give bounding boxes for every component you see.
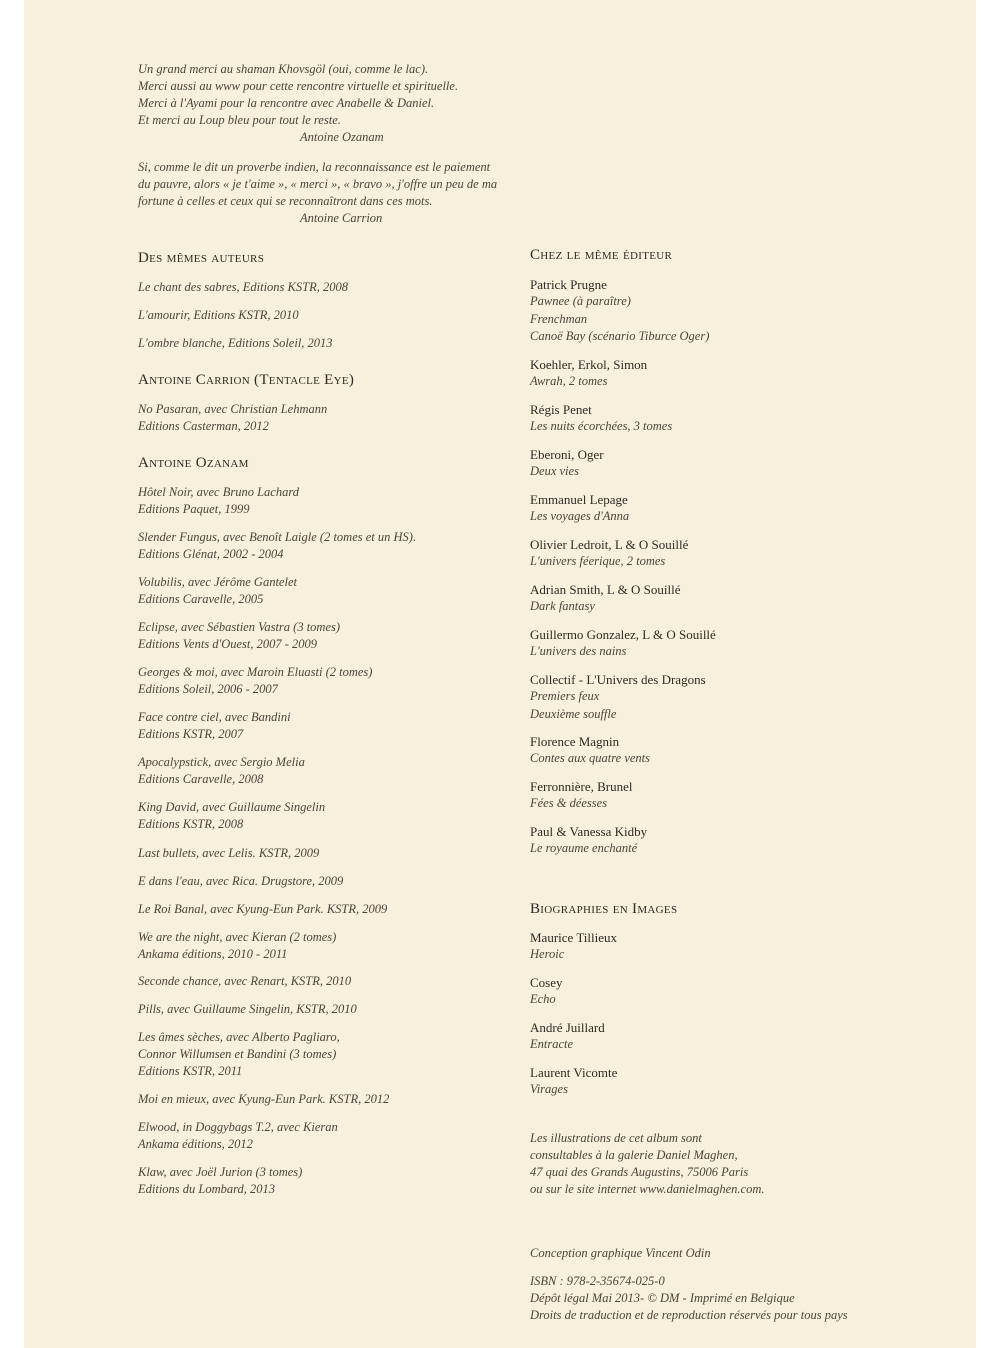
list-item (138, 1029, 340, 1080)
work-title: Echo (530, 992, 556, 1006)
entry-line: Editions Caravelle, 2008 (138, 772, 264, 786)
entry-line: Editions Caravelle, 2005 (138, 592, 264, 606)
list-item (530, 823, 647, 858)
work-title: Deuxième souffle (530, 706, 617, 721)
list-item (530, 733, 650, 768)
work-title: Deux vies (530, 464, 579, 478)
work-title: Pawnee (à paraître) (530, 294, 631, 308)
author-name: Guillermo Gonzalez, L & O Souillé (530, 627, 716, 642)
author-name: Eberoni, Oger (530, 447, 604, 462)
list-item (530, 778, 633, 813)
list-item (530, 626, 716, 661)
section-heading-biographies: Biographies en Images (530, 901, 678, 917)
list-item (138, 799, 325, 833)
entry-line: Hôtel Noir, avec Bruno Lachard (138, 485, 299, 499)
list-item (530, 446, 604, 481)
work-title: Le royaume enchanté (530, 841, 638, 855)
entry-line: Le Roi Banal, avec Kyung-Eun Park. KSTR, 2009 (138, 902, 388, 916)
list-item (138, 929, 336, 963)
entry-line: Editions Vents d'Ouest, 2007 - 2009 (138, 637, 318, 651)
list-item (530, 929, 617, 964)
entry-line: Editions Soleil, 2006 - 2007 (138, 682, 278, 696)
section-heading-carrion: Antoine Carrion (Tentacle Eye) (138, 372, 355, 388)
legal-info (530, 1273, 848, 1324)
work-title: Les nuits écorchées, 3 tomes (530, 419, 673, 433)
list-item (138, 664, 372, 698)
list-item (138, 973, 351, 990)
entry-line: Le chant des sabres, Editions KSTR, 2008 (138, 280, 348, 294)
author-name: Paul & Vanessa Kidby (530, 824, 648, 839)
note-line: ou sur le site internet www.danielmaghen.com. (530, 1182, 765, 1196)
list-item (530, 491, 629, 526)
isbn: ISBN : 978-2-35674-025-0 (530, 1274, 665, 1288)
author-name: Florence Magnin (530, 734, 620, 749)
credit-line: Conception graphique Vincent Odin (530, 1246, 711, 1260)
author-name: Cosey (530, 975, 563, 990)
work-title: Fées & déesses (530, 796, 608, 810)
entry-line: Eclipse, avec Sébastien Vastra (3 tomes) (138, 620, 341, 634)
entry-line: Ankama éditions, 2012 (138, 1137, 253, 1151)
author-name: Laurent Vicomte (530, 1065, 618, 1080)
list-item (138, 484, 299, 518)
note-line: 47 quai des Grands Augustins, 75006 Paris (530, 1165, 749, 1179)
ack-line: Un grand merci au shaman Khovsgöl (oui, comme le lac). (138, 62, 429, 76)
list-item (530, 1019, 605, 1054)
entry-line: L'amourir, Editions KSTR, 2010 (138, 308, 299, 322)
work-title: Dark fantasy (530, 599, 595, 613)
list-item (530, 974, 563, 1009)
work-title: Virages (530, 1082, 568, 1096)
work-title: Contes aux quatre vents (530, 751, 651, 765)
entry-line: Editions KSTR, 2011 (138, 1064, 243, 1078)
entry-line: L'ombre blanche, Editions Soleil, 2013 (138, 336, 333, 350)
list-item (138, 709, 291, 743)
author-name: André Juillard (530, 1020, 605, 1035)
entry-line: Apocalypstick, avec Sergio Melia (138, 755, 305, 769)
author-name: Emmanuel Lepage (530, 492, 628, 507)
entry-line: Seconde chance, avec Renart, KSTR, 2010 (138, 974, 352, 988)
ack-signature: Antoine Carrion (300, 211, 383, 225)
entry-line: Ankama éditions, 2010 - 2011 (138, 947, 288, 961)
list-item (530, 401, 672, 436)
entry-line: Connor Willumsen et Bandini (3 tomes) (138, 1047, 337, 1061)
list-item (530, 1064, 617, 1099)
author-name: Ferronnière, Brunel (530, 779, 633, 794)
section-heading-publisher: Chez le même éditeur (530, 247, 673, 263)
list-item (138, 335, 333, 352)
list-item (138, 873, 343, 890)
author-name: Adrian Smith, L & O Souillé (530, 582, 681, 597)
entry-line: Last bullets, avec Lelis. KSTR, 2009 (138, 846, 320, 860)
ack-line: Merci aussi au www pour cette rencontre virtuelle et spirituelle. (138, 79, 459, 93)
work-title: Les voyages d'Anna (530, 509, 630, 523)
entry-line: King David, avec Guillaume Singelin (138, 800, 326, 814)
list-item (138, 845, 319, 862)
list-item (138, 619, 340, 653)
section-heading-ozanam: Antoine Ozanam (138, 455, 249, 471)
list-item (138, 1001, 357, 1018)
entry-line: Georges & moi, avec Maroin Eluasti (2 tomes) (138, 665, 373, 679)
work-title: Heroic (530, 947, 565, 961)
work-title: L'univers des nains (530, 644, 627, 658)
entry-line: Editions KSTR, 2007 (138, 727, 244, 741)
list-item (138, 754, 305, 788)
author-name: Olivier Ledroit, L & O Souillé (530, 537, 689, 552)
list-item (138, 307, 299, 324)
ack-line: fortune à celles et ceux qui se reconnaîtront dans ces mots. (138, 194, 433, 208)
list-item (138, 901, 387, 918)
entry-line: Editions Glénat, 2002 - 2004 (138, 547, 284, 561)
list-item (530, 356, 647, 391)
list-item (530, 671, 706, 723)
author-name: Maurice Tillieux (530, 930, 618, 945)
acknowledgement-carrion (138, 159, 538, 227)
entry-line: Moi en mieux, avec Kyung-Eun Park. KSTR, 2012 (138, 1092, 390, 1106)
entry-line: Editions du Lombard, 2013 (138, 1182, 276, 1196)
entry-line: Editions Casterman, 2012 (138, 419, 269, 433)
entry-line: E dans l'eau, avec Rica. Drugstore, 2009 (138, 874, 344, 888)
entry-line: Face contre ciel, avec Bandini (138, 710, 291, 724)
list-item (138, 279, 348, 296)
entry-line: Pills, avec Guillaume Singelin, KSTR, 2010 (138, 1002, 357, 1016)
work-title: L'univers féerique, 2 tomes (530, 554, 666, 568)
ack-line: du pauvre, alors « je t'aime », « merci », « bravo », j'offre un peu de ma (138, 177, 498, 191)
entry-line: Klaw, avec Joël Jurion (3 tomes) (138, 1165, 303, 1179)
section-heading-same-authors: Des mêmes auteurs (138, 250, 265, 266)
rights-notice: Droits de traduction et de reproduction réservés pour tous pays (530, 1308, 848, 1322)
gallery-note (530, 1130, 764, 1198)
entry-line: Volubilis, avec Jérôme Gantelet (138, 575, 297, 589)
list-item (530, 276, 709, 346)
list-item (138, 1091, 389, 1108)
list-item (138, 1119, 338, 1153)
author-name: Koehler, Erkol, Simon (530, 357, 648, 372)
entry-line: Editions Paquet, 1999 (138, 502, 250, 516)
entry-line: Elwood, in Doggybags T.2, avec Kieran (138, 1120, 338, 1134)
work-title: Frenchman (530, 311, 588, 326)
list-item (138, 401, 327, 435)
work-title: Awrah, 2 tomes (530, 374, 608, 388)
ack-line: Et merci au Loup bleu pour tout le reste. (138, 113, 341, 127)
author-name: Patrick Prugne (530, 277, 607, 292)
work-title: Canoë Bay (scénario Tiburce Oger) (530, 329, 710, 343)
legal-deposit: Dépôt légal Mai 2013- © DM - Imprimé en Belgique (530, 1291, 795, 1305)
list-item (138, 574, 297, 608)
list-item (138, 1164, 302, 1198)
acknowledgement-ozanam (138, 61, 538, 146)
entry-line: We are the night, avec Kieran (2 tomes) (138, 930, 337, 944)
entry-line: Slender Fungus, avec Benoît Laigle (2 tomes et un HS). (138, 530, 417, 544)
note-line: consultables à la galerie Daniel Maghen, (530, 1148, 738, 1162)
ack-signature: Antoine Ozanam (300, 130, 384, 144)
note-line: Les illustrations de cet album sont (530, 1131, 702, 1145)
list-item (138, 529, 416, 563)
ack-line: Si, comme le dit un proverbe indien, la reconnaissance est le paiement (138, 160, 491, 174)
author-name: Régis Penet (530, 402, 592, 417)
entry-line: Editions KSTR, 2008 (138, 817, 244, 831)
ack-line: Merci à l'Ayami pour la rencontre avec Anabelle & Daniel. (138, 96, 435, 110)
design-credit (530, 1245, 711, 1262)
list-item (530, 536, 688, 571)
author-name: Collectif - L'Univers des Dragons (530, 672, 706, 687)
work-title: Premiers feux (530, 689, 600, 703)
entry-line: No Pasaran, avec Christian Lehmann (138, 402, 328, 416)
list-item (530, 581, 680, 616)
work-title: Entracte (530, 1037, 574, 1051)
entry-line: Les âmes sèches, avec Alberto Pagliaro, (138, 1030, 340, 1044)
